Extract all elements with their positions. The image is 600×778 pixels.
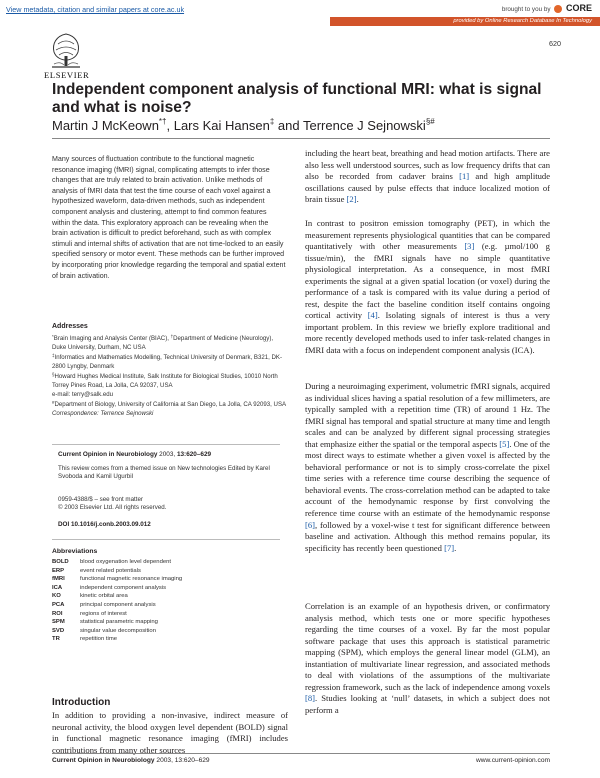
citation-link[interactable]: [6] bbox=[305, 519, 316, 530]
provided-by-banner[interactable]: provided by Online Research Database In Technology bbox=[330, 17, 600, 26]
paragraph-text: . Studies looking at ‘null’ datasets, in which a subject does not perform a bbox=[305, 693, 550, 715]
page-number: 620 bbox=[549, 39, 561, 48]
doi[interactable]: DOI 10.1016/j.conb.2003.09.012 bbox=[58, 521, 151, 528]
address-text: Brain Imaging and Analysis Center (BIAC), bbox=[53, 335, 171, 342]
correspondence: Correspondence: Terrence Sejnowski bbox=[52, 409, 154, 417]
abbreviation-key: SVD bbox=[52, 627, 65, 634]
addresses-heading: Addresses bbox=[52, 323, 88, 330]
brought-by-label: brought to you by bbox=[501, 6, 551, 13]
citation-link[interactable]: [3] bbox=[464, 241, 475, 252]
body-paragraph bbox=[305, 601, 550, 716]
author-mark: ‡ bbox=[269, 117, 275, 126]
citation-link[interactable]: [7] bbox=[444, 542, 455, 553]
address-text: Department of Biology, University of California at San Diego, La Jolla, CA 92093, USA bbox=[54, 401, 287, 409]
paragraph-text: . Isolating signals of interest is thus a very important problem. In this review we briefly explore traditional and more recently developed methods used to infer task-related changes in fMRI data with a focus on independent component analysis (ICA). bbox=[305, 310, 550, 356]
abbreviation-key: ICA bbox=[52, 584, 63, 591]
abbreviation-meaning: functional magnetic resonance imaging bbox=[80, 576, 183, 583]
paragraph-text: , followed by a voxel-wise t test for significant difference between baseline and activation. Although this method remains popular, its specificity has recently been questioned bbox=[305, 519, 550, 553]
footer-citation bbox=[52, 757, 210, 764]
body-paragraph bbox=[305, 218, 550, 357]
journal-info-box bbox=[52, 444, 280, 540]
abbreviation-key: TR bbox=[52, 636, 60, 643]
address-line bbox=[52, 399, 288, 410]
address-line bbox=[52, 352, 288, 371]
paragraph-text: and high amplitude oscillations caused by pulse effects that induce localized motion of brain tissue bbox=[305, 171, 551, 205]
footer-year-pages: 2003, 13:620–629 bbox=[154, 757, 210, 764]
citation-link[interactable]: [1] bbox=[459, 171, 470, 182]
abbreviation-row bbox=[52, 558, 288, 567]
paragraph-text: (e.g. µmol/100 g tissue/min), the fMRI signals have no simple quantitative physiological interpretation. As a consequence, in most fMRI experiments the signal at a given spatial location (or voxel) during the performance of a task is compared with its value during a period of rest, despite the fact the baseline condition itself contains ongoing cortical activity bbox=[305, 241, 550, 321]
abbreviation-row bbox=[52, 575, 288, 584]
copyright: © 2003 Elsevier Ltd. All rights reserved. bbox=[58, 504, 167, 512]
body-paragraph bbox=[305, 381, 550, 554]
paragraph-text: Correlation is an example of an hypothesis driven, or confirmatory analysis method, which tests one or more specific hypotheses regarding the time courses of a voxel. By far the most popular software package that uses this approach is statistical parametric mapping (SPM), which employs the general linear model (GLM), an instantiation of multivariate linear regression, and associated methods to deal with violations of the assumptions of the multivariate regression framework, such as the lack of independence among voxels bbox=[305, 601, 550, 692]
abbreviation-meaning: repetition time bbox=[80, 636, 117, 643]
abbreviations-list bbox=[52, 558, 288, 644]
abbreviation-meaning: kinetic orbital area bbox=[80, 593, 128, 600]
body-paragraph bbox=[305, 148, 550, 206]
paragraph-text: . One of the most direct ways to estimate whether a given voxel is affected by the behavioral performance or not is to simply cross-correlate the pixel time series with a reference time course describing the sequence of behavioral events. The cross-correlation method can be adapted to take account of the hemodynamic response by first convolving the reference time course with an estimate of the hemodynamic response bbox=[305, 438, 550, 519]
paragraph-text: In contrast to positron emission tomography (PET), in which the measurement represents physiological quantities that can be compared quantitatively with other measurements bbox=[305, 218, 550, 252]
footer-journal: Current Opinion in Neurobiology bbox=[52, 757, 155, 764]
addresses-block bbox=[52, 333, 288, 418]
address-line bbox=[52, 333, 288, 352]
footer-divider bbox=[52, 753, 550, 754]
author-name: Lars Kai Hansen bbox=[173, 118, 270, 133]
abbreviation-row bbox=[52, 610, 288, 619]
paragraph-text: . bbox=[454, 542, 457, 553]
abbreviation-meaning: blood oxygenation level dependent bbox=[80, 559, 172, 565]
abbreviation-meaning: principal component analysis bbox=[80, 601, 156, 608]
abbreviation-meaning: independent component analysis bbox=[80, 584, 167, 591]
journal-pages: 13:620–629 bbox=[176, 451, 212, 458]
journal-reference bbox=[58, 451, 211, 458]
issn-block bbox=[58, 496, 273, 513]
abbreviation-row bbox=[52, 567, 288, 576]
abbreviation-key: fMRI bbox=[52, 576, 65, 583]
address-text: Informatics and Mathematics Modelling, Technical University of Denmark, B321, DK-2800 Lyngby, Denmark bbox=[52, 354, 282, 370]
citation-link[interactable]: [4] bbox=[367, 310, 378, 321]
address-text: Howard Hughes Medical Institute, Salk Institute for Biological Studies, 10010 North Torrey Pines Road, La Jolla, CA 92037, USA bbox=[52, 373, 278, 389]
paragraph-text: During a neuroimaging experiment, volumetric fMRI signals, acquired as individual slices having a spatial resolution of a few millimeters, are typically sampled with a repetition time (TR) of around 1 Hz. The fMRI signal has temporal and spatial structure at many time and length scales and can be analyzed by different signal processing strategies that emphasize either the spatial or the temporal aspects bbox=[305, 381, 550, 449]
footer-website[interactable]: www.current-opinion.com bbox=[475, 757, 550, 764]
abbreviation-meaning: regions of interest bbox=[80, 610, 127, 617]
abstract: Many sources of fluctuation contribute to the functional magnetic resonance imaging (fMRI) signal, complicating attempts to infer those changes that are truly related to brain activation. Unlike methods of analysis of fMRI data that test the time course of each voxel against a hypothesized waveform, data-driven methods, such as independent component analysis and clustering, attempt to find common features within the data. This exploratory approach can be revealing when the brain activation is difficult to predict beforehand, such as with complex stimuli and internal shifts of activation that are not time-locked to an easily specified sensory or motor event. These methods can be further improved by incorporating prior knowledge regarding the temporal and spatial extent of brain activation. bbox=[52, 155, 286, 280]
address-email[interactable]: e-mail: terry@salk.edu bbox=[52, 390, 114, 398]
address-mark: ‡ bbox=[52, 353, 55, 359]
abbreviation-key: SPM bbox=[52, 619, 65, 626]
abbreviation-key: PCA bbox=[52, 601, 65, 608]
abbreviations-heading: Abbreviations bbox=[52, 548, 98, 555]
address-mark: * bbox=[52, 334, 54, 339]
abbreviation-row bbox=[52, 635, 288, 644]
title-divider bbox=[52, 138, 550, 139]
author-name: Terrence J Sejnowski bbox=[302, 118, 426, 133]
abbreviation-key: ERP bbox=[52, 567, 65, 574]
abbreviation-key: BOLD bbox=[52, 559, 69, 565]
article-title: Independent component analysis of functional MRI: what is signal and what is noise? bbox=[52, 81, 542, 116]
abbreviation-meaning: event related potentials bbox=[80, 567, 141, 574]
author-separator: and bbox=[274, 118, 303, 133]
journal-name: Current Opinion in Neurobiology bbox=[58, 451, 158, 458]
citation-link[interactable]: [2] bbox=[346, 194, 357, 205]
core-logo-icon bbox=[554, 5, 562, 13]
abbreviation-meaning: singular value decomposition bbox=[80, 627, 156, 634]
address-mark: § bbox=[52, 372, 55, 378]
citation-link[interactable]: [5] bbox=[499, 438, 510, 449]
address-mark: † bbox=[170, 334, 174, 339]
paragraph-text: including the heart beat, breathing and head motion artifacts. There are also less well understood sources, such as low frequency drifts that can also be recorded from cadaver brains bbox=[305, 148, 550, 182]
author-mark: *† bbox=[158, 117, 167, 126]
themed-issue-note: This review comes from a themed issue on New technologies Edited by Karel Svoboda and Kamil Ugurbil bbox=[58, 465, 270, 481]
abbreviation-key: ROI bbox=[52, 610, 63, 617]
author-name: Martin J McKeown bbox=[52, 118, 159, 133]
introduction-text: In addition to providing a non-invasive, indirect measure of neuronal activity, the blood oxygen level dependent (BOLD) signal in functional magnetic resonance imaging (fMRI) includes contributions from many other sources bbox=[52, 710, 288, 755]
address-line bbox=[52, 371, 288, 390]
address-mark: # bbox=[52, 400, 55, 406]
elsevier-tree-logo-icon bbox=[46, 30, 86, 70]
address-text: Department of Medicine (Neurology), Duke University, Durham, NC USA bbox=[52, 335, 274, 351]
core-banner bbox=[0, 0, 600, 27]
citation-link[interactable]: [8] bbox=[305, 693, 316, 704]
core-branding[interactable] bbox=[502, 3, 592, 13]
abbreviation-row bbox=[52, 584, 288, 593]
abbreviation-row bbox=[52, 618, 288, 627]
introduction-heading: Introduction bbox=[52, 697, 111, 708]
journal-year: 2003, bbox=[157, 451, 177, 458]
core-metadata-link[interactable]: View metadata, citation and similar papers at core.ac.uk bbox=[6, 5, 185, 14]
abbreviation-row bbox=[52, 627, 288, 636]
issn: 0959-4388/$ – see front matter bbox=[58, 496, 143, 503]
author-list bbox=[52, 117, 572, 133]
abbreviation-key: KO bbox=[52, 593, 61, 600]
author-mark: §# bbox=[425, 117, 435, 126]
abbreviation-row bbox=[52, 601, 288, 610]
paragraph-text: . bbox=[356, 194, 359, 205]
core-logo-text: CORE bbox=[565, 3, 592, 13]
abbreviation-meaning: statistical parametric mapping bbox=[80, 619, 158, 626]
abbreviation-row bbox=[52, 592, 288, 601]
author-separator: , bbox=[166, 118, 174, 133]
publisher-name: ELSEVIER bbox=[44, 70, 90, 80]
